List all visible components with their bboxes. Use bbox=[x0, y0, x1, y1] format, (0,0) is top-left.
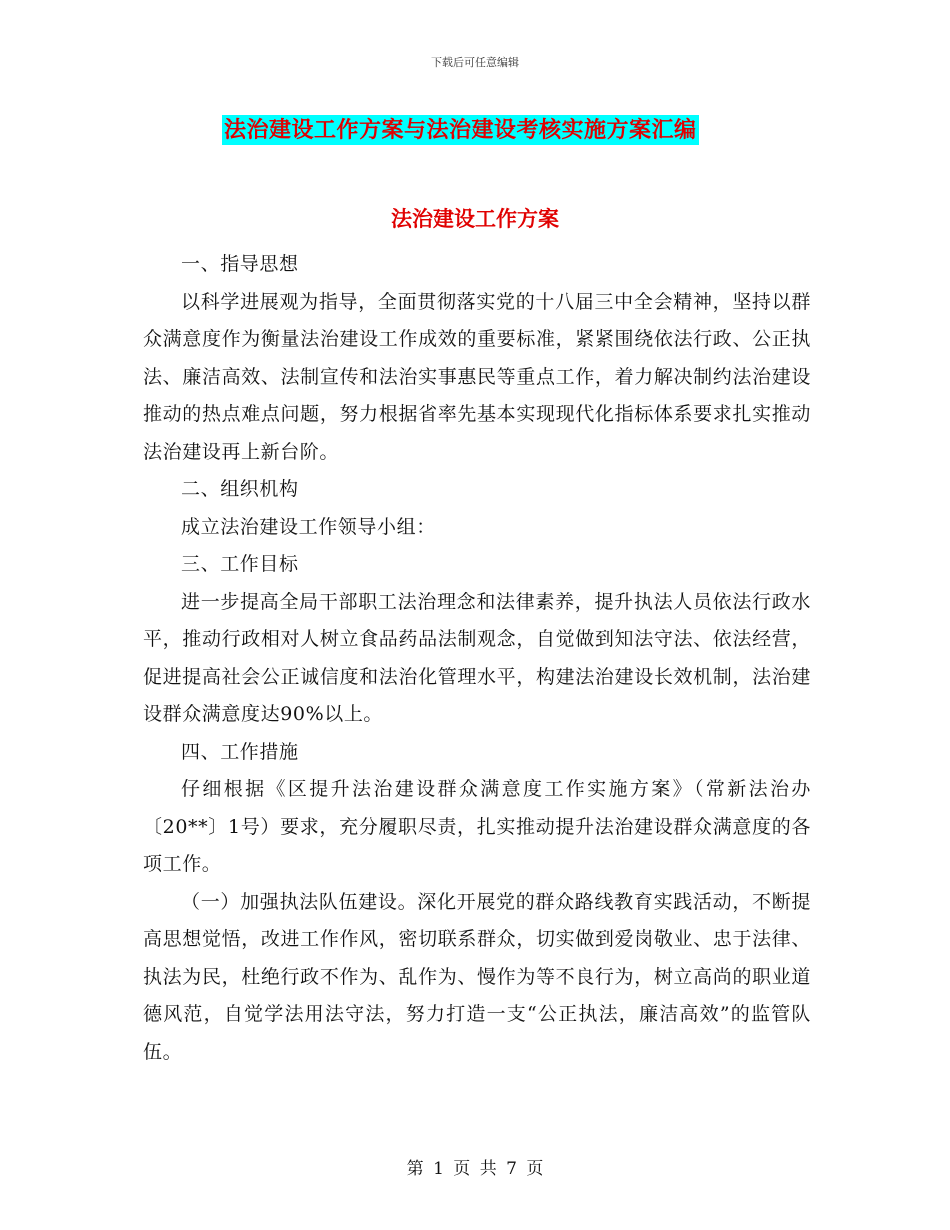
document-body bbox=[143, 246, 811, 1071]
section-title: 法治建设工作方案 bbox=[391, 206, 559, 231]
paragraph-organization: 成立法治建设工作领导小组： bbox=[181, 515, 436, 538]
header-note: 下载后可任意编辑 bbox=[431, 56, 519, 69]
paragraph-measure-one: （一）加强执法队伍建设。深化开展党的群众路线教育实践活动，不断提高思想觉悟，改进工作作风，密切联系群众，切实做到爱岗敬业、忠于法律、执法为民，杜绝行政不作为、乱作为、慢作为等不良行为，树立高尚的职业道德风范，自觉学法用法守法，努力打造一支“公正执法，廉洁高效”的监管队伍。 bbox=[143, 890, 811, 1063]
page-number: 第 1 页 共 7 页 bbox=[406, 1159, 544, 1179]
heading-guiding-ideology: 一、指导思想 bbox=[181, 253, 299, 275]
paragraph-work-measures: 仔细根据《区提升法治建设群众满意度工作实施方案》（常新法治办〔20**〕1号）要求，充分履职尽责，扎实推动提升法治建设群众满意度的各项工作。 bbox=[143, 778, 811, 875]
paragraph-work-goals: 进一步提高全局干部职工法治理念和法律素养，提升执法人员依法行政水平，推动行政相对人树立食品药品法制观念，自觉做到知法守法、依法经营，促进提高社会公正诚信度和法治化管理水平，构建法治建设长效机制，法治建设群众满意度达90%以上。 bbox=[143, 590, 811, 725]
heading-work-measures: 四、工作措施 bbox=[181, 740, 299, 763]
heading-organization: 二、组织机构 bbox=[181, 478, 299, 500]
heading-work-goals: 三、工作目标 bbox=[181, 553, 299, 575]
document-main-title: 法治建设工作方案与法治建设考核实施方案汇编 bbox=[224, 117, 697, 143]
paragraph-guiding-ideology: 以科学进展观为指导，全面贯彻落实党的十八届三中全会精神，坚持以群众满意度作为衡量法治建设工作成效的重要标准，紧紧围绕依法行政、公正执法、廉洁高效、法制宣传和法治实事惠民等重点工作，着力解决制约法治建设推动的热点难点问题，努力根据省率先基本实现现代化指标体系要求扎实推动法治建设再上新台阶。 bbox=[143, 290, 811, 463]
